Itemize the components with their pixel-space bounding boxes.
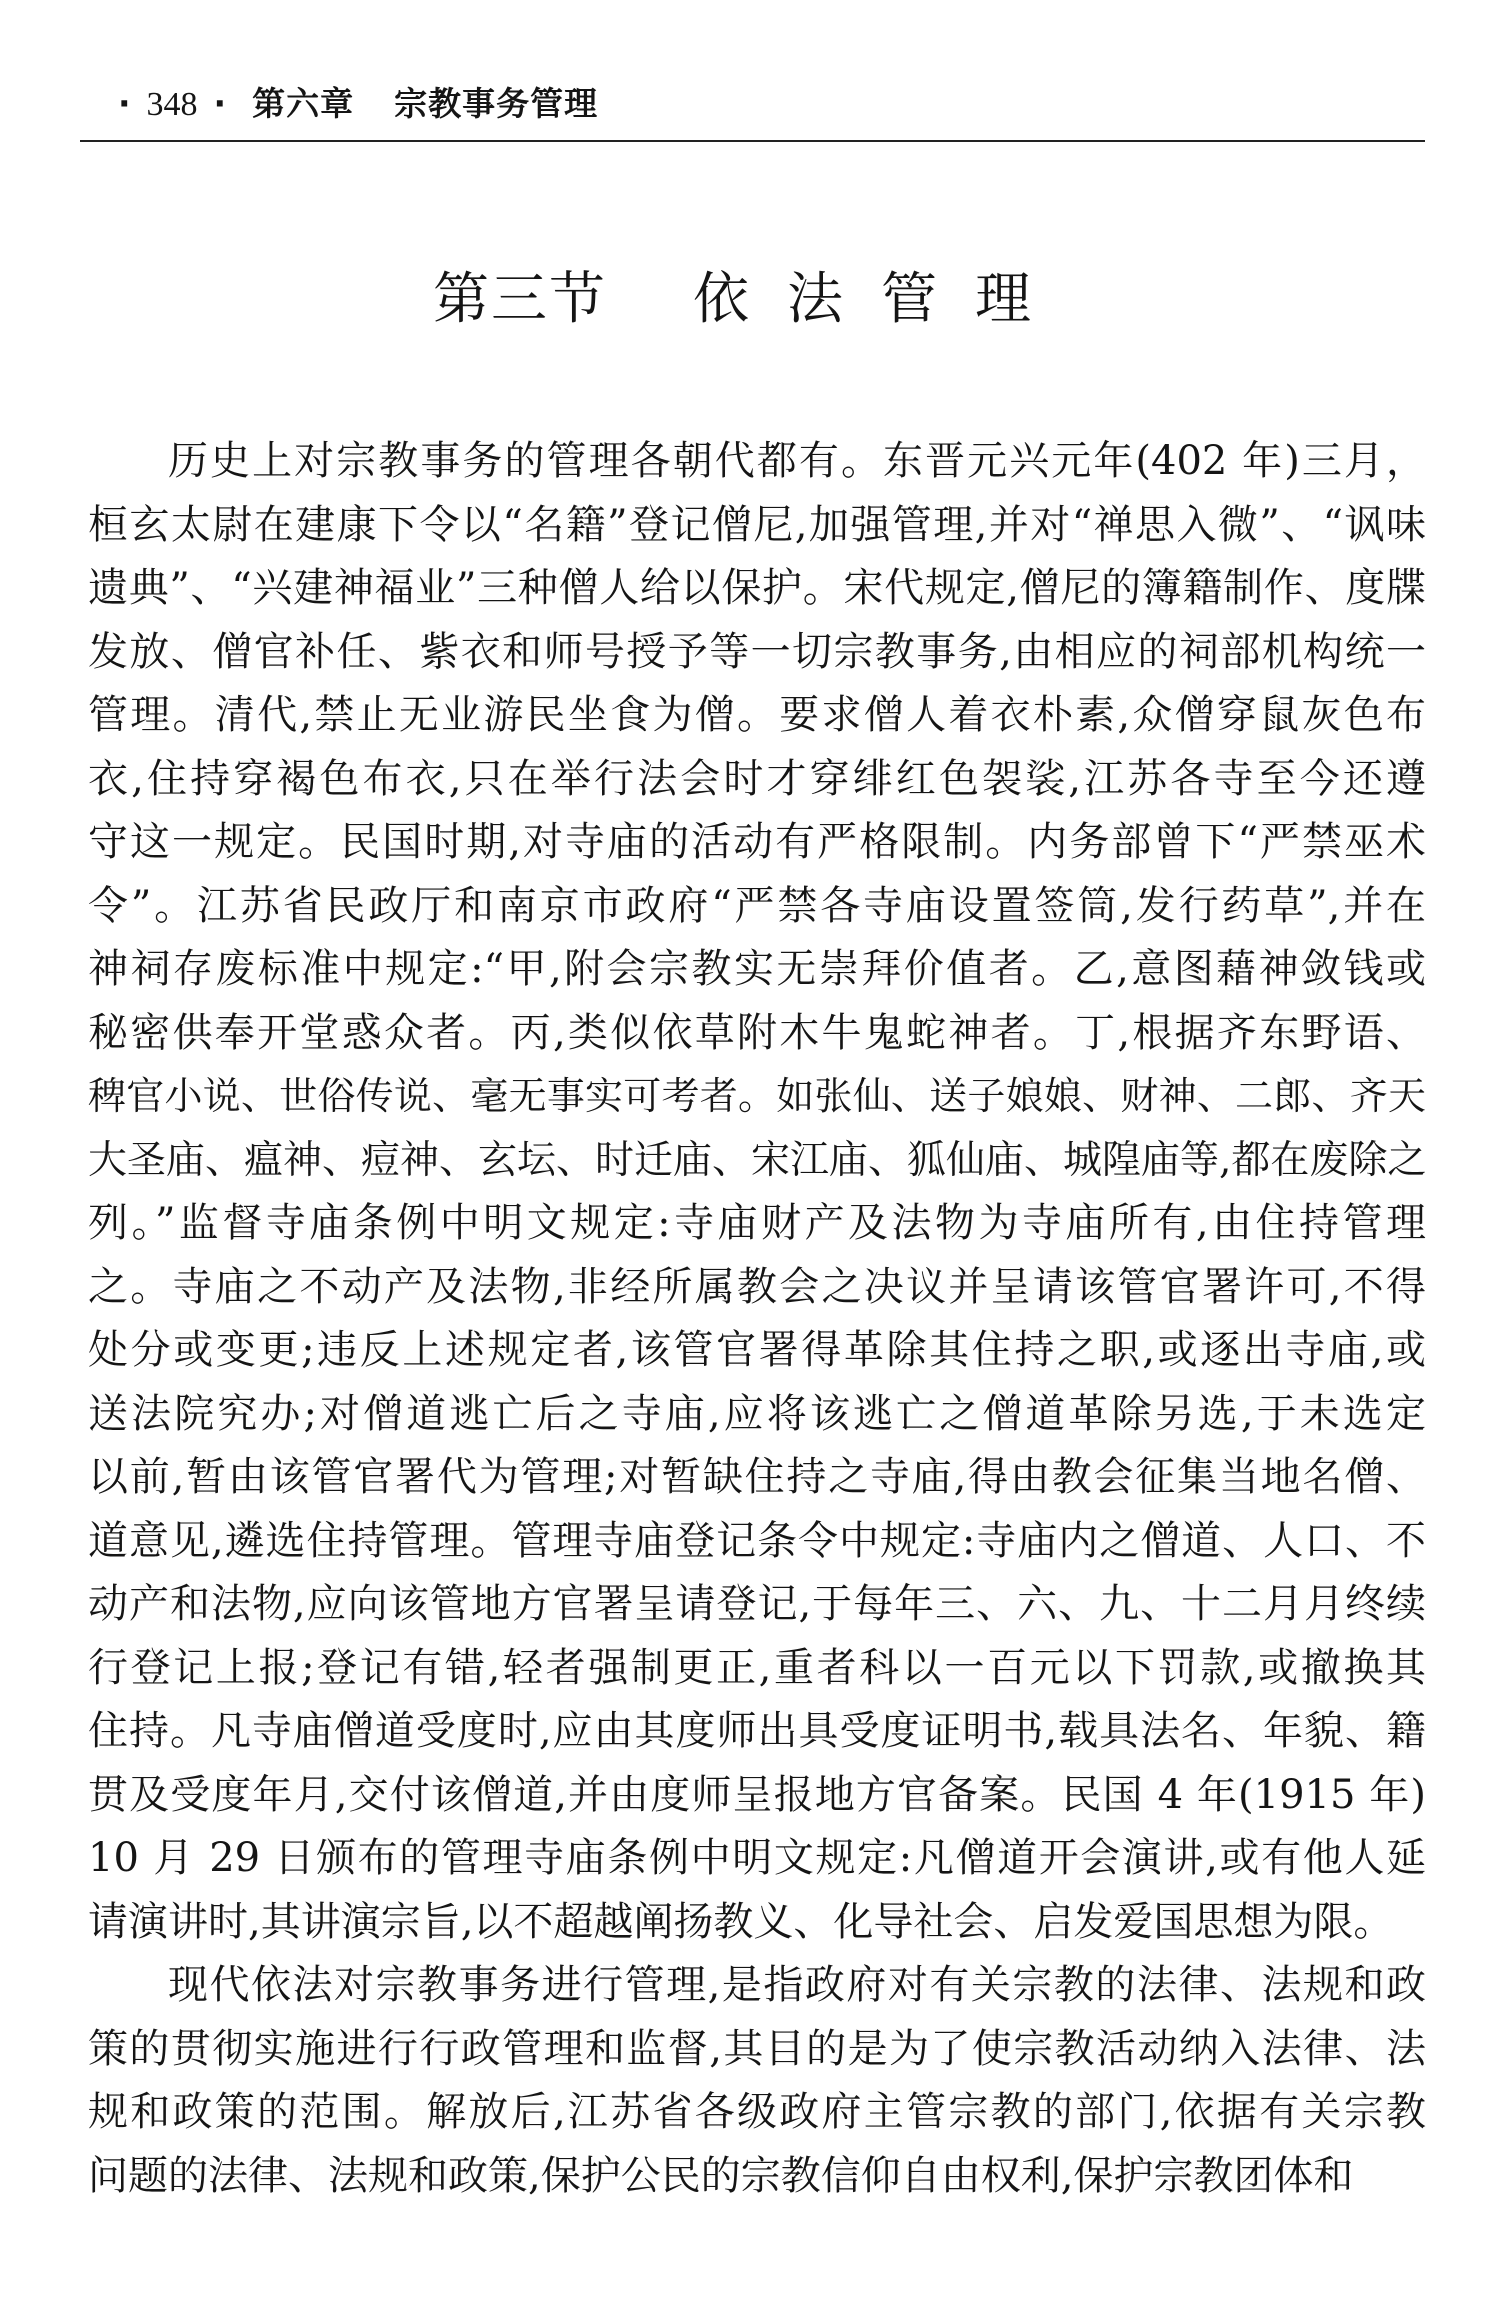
page-number: 348 [146,86,198,123]
text-line: 行登记上报;登记有错,轻者强制更正,重者科以一百元以下罚款,或撤换其 [88,1644,1426,1691]
text-line: 发放、僧官补任、紫衣和师号授予等一切宗教事务,由相应的祠部机构统一 [88,628,1426,675]
text-line: 之。寺庙之不动产及法物,非经所属教会之决议并呈请该管官署许可,不得 [88,1263,1426,1310]
text-line: 神祠存废标准中规定:“甲,附会宗教实无崇拜价值者。乙,意图藉神敛钱或 [88,946,1426,992]
text-line: 请演讲时,其讲演宗旨,以不超越阐扬教义、化导社会、启发爱国思想为限。 [88,1898,1394,1945]
text-line: 守这一规定。民国时期,对寺庙的活动有严格限制。内务部曾下“严禁巫术 [88,819,1426,865]
text-line: 问题的法律、法规和政策,保护公民的宗教信仰自由权利,保护宗教团体和 [88,2152,1354,2199]
text-line: 10 月 29 日颁布的管理寺庙条例中明文规定:凡僧道开会演讲,或有他人延 [88,1835,1426,1881]
section-label: 第三节 [433,267,607,332]
text-line: 令”。江苏省民政厅和南京市政府“严禁各寺庙设置签筒,发行药草”,并在 [88,882,1426,929]
text-line: 衣,住持穿褐色布衣,只在举行法会时才穿绯红色袈裟,江苏各寺至今还遵 [88,755,1426,802]
text-line: 列。”监督寺庙条例中明文规定:寺庙财产及法物为寺庙所有,由住持管理 [88,1200,1426,1246]
text-line: 动产和法物,应向该管地方官署呈请登记,于每年三、六、九、十二月月终续 [88,1581,1426,1627]
running-header [118,78,598,128]
body-text [88,430,1426,2208]
text-line: 大圣庙、瘟神、痘神、玄坛、时迁庙、宋江庙、狐仙庙、城隍庙等,都在废除之 [88,1137,1427,1183]
text-line: 送法院究办;对僧道逃亡后之寺庙,应将该逃亡之僧道革除另选,于未选定 [88,1390,1426,1437]
text-line: 管理。清代,禁止无业游民坐食为僧。要求僧人着衣朴素,众僧穿鼠灰色布 [88,692,1426,738]
text-line: 处分或变更;违反上述规定者,该管官署得革除其住持之职,或逐出寺庙,或 [88,1327,1426,1373]
section-name: 依法管理 [693,267,1069,332]
text-line: 桓玄太尉在建康下令以“名籍”登记僧尼,加强管理,并对“禅思入微”、“讽味 [88,501,1426,548]
paragraph [88,430,1426,1954]
text-line: 住持。凡寺庙僧道受度时,应由其度师出具受度证明书,载具法名、年貌、籍 [88,1708,1426,1754]
chapter-label: 第六章 [252,84,355,123]
text-line: 遗典”、“兴建神福业”三种僧人给以保护。宋代规定,僧尼的簿籍制作、度牒 [88,565,1426,611]
text-line: 以前,暂由该管官署代为管理;对暂缺住持之寺庙,得由教会征集当地名僧、 [88,1454,1426,1500]
section-heading [0,255,1502,335]
chapter-title: 宗教事务管理 [394,84,599,123]
text-line: 现代依法对宗教事务进行管理,是指政府对有关宗教的法律、法规和政 [168,1962,1426,2008]
text-line: 规和政策的范围。解放后,江苏省各级政府主管宗教的部门,依据有关宗教 [88,2089,1426,2135]
text-line: 策的贯彻实施进行行政管理和监督,其目的是为了使宗教活动纳入法律、法 [88,2025,1426,2072]
text-line: 历史上对宗教事务的管理各朝代都有。东晋元兴元年(402 年)三月， [168,438,1426,484]
text-line: 贯及受度年月,交付该僧道,并由度师呈报地方官备案。民国 4 年(1915 年) [88,1771,1426,1818]
header-rule [80,140,1425,142]
text-line: 道意见,遴选住持管理。管理寺庙登记条令中规定:寺庙内之僧道、人口、不 [88,1517,1426,1564]
text-line: 稗官小说、世俗传说、毫无事实可考者。如张仙、送子娘娘、财神、二郎、齐天 [88,1074,1426,1118]
text-line: 秘密供奉开堂惑众者。丙,类似依草附木牛鬼蛇神者。丁,根据齐东野语、 [88,1009,1426,1056]
paragraph [88,1954,1426,2208]
header-dot-left: · [118,84,131,123]
header-dot-right: · [213,84,227,123]
